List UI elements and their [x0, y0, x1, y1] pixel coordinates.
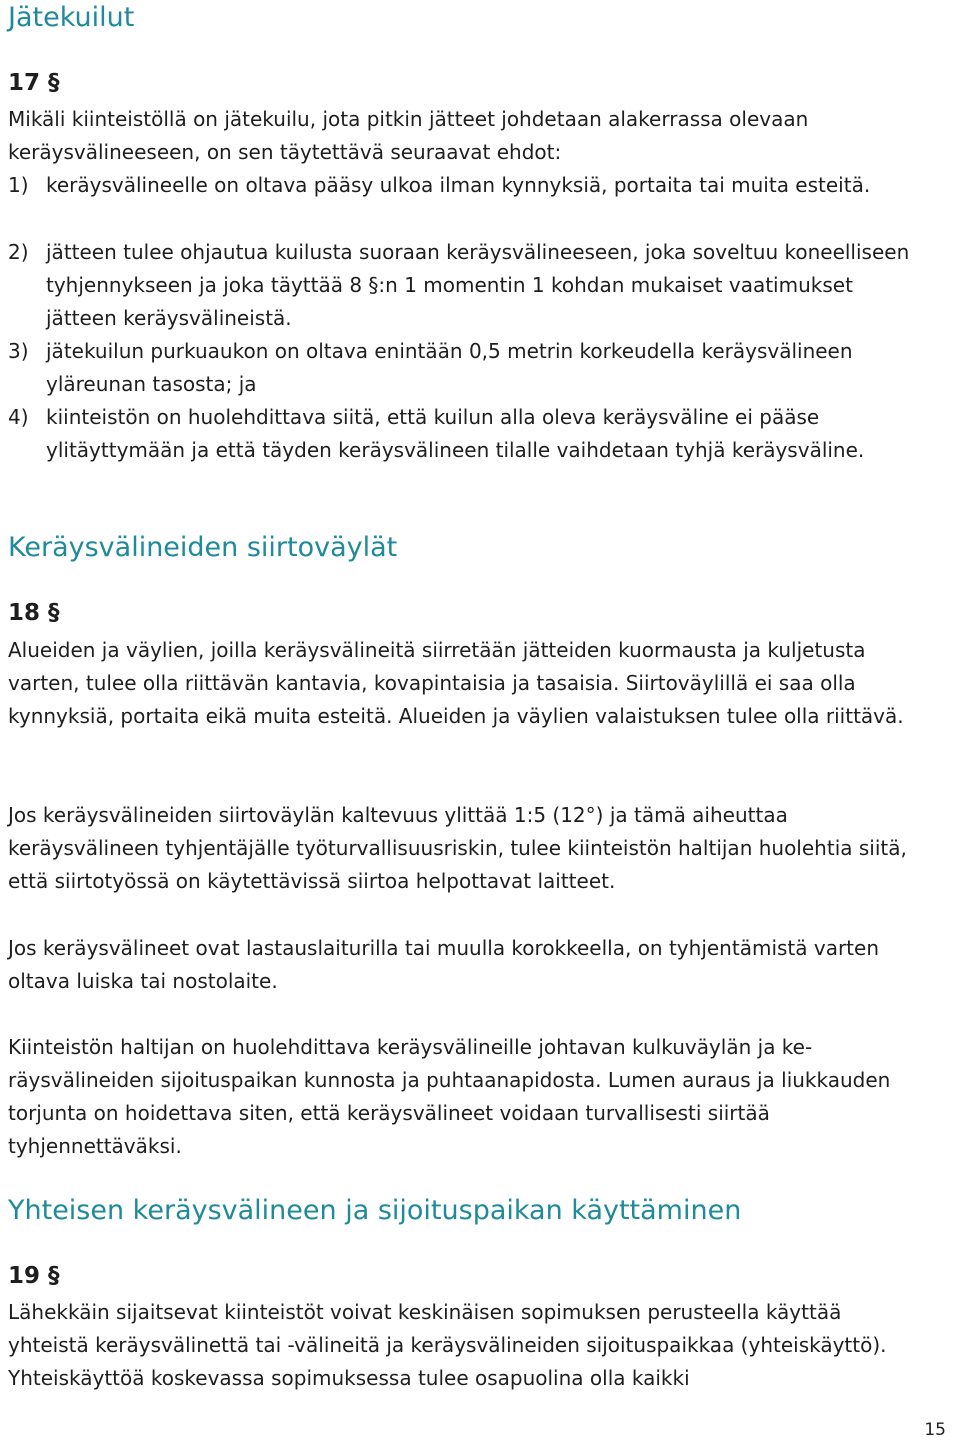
- section-number-17: 17 §: [8, 70, 60, 96]
- section-number-18: 18 §: [8, 600, 60, 626]
- section-heading-yhteiskaytto: Yhteisen keräysvälineen ja sijoituspaikan käyttäminen: [8, 1195, 742, 1226]
- list-item-text: kiinteistön on huolehdittava siitä, että kuilun alla oleva keräysväline ei pääse ylitäyttymään ja että täyden keräysvälineen tilalle vaihdetaan tyhjä keräysväline.: [46, 405, 865, 462]
- list-item-number: 3): [8, 339, 29, 363]
- list-item-3: [8, 335, 912, 401]
- list-item-4: [8, 401, 912, 467]
- paragraph-18-2: Jos keräysvälineiden siirtoväylän kaltevuus ylittää 1:5 (12°) ja tämä aiheuttaa keräysvälineen tyhjentäjälle työturvallisuusriskin, tulee kiinteistön haltijan huolehtia siitä, että siirtotyössä on käytettävissä siirtoa helpottavat laitteet.: [8, 803, 907, 893]
- list-item-text: jätteen tulee ohjautua kuilusta suoraan keräysvälineeseen, joka soveltuu koneelliseen tyhjennykseen ja joka täyttää 8 §:n 1 momentin 1 kohdan mukaiset vaatimukset jätteen keräysvälineistä.: [46, 240, 910, 330]
- list-item-1: [8, 169, 912, 202]
- list-item-number: 2): [8, 240, 29, 264]
- list-item-number: 1): [8, 173, 29, 197]
- section-heading-siirtovaylat: Keräysvälineiden siirtoväylät: [8, 532, 398, 563]
- section-heading-jatekuilut: Jätekuilut: [8, 2, 135, 33]
- list-item-2: [8, 236, 912, 335]
- paragraph-19-1: Lähekkäin sijaitsevat kiinteistöt voivat keskinäisen sopimuksen perusteella käyttää yhteistä keräysvälinettä tai -välineitä ja keräysvälineiden sijoituspaikkaa (yhteiskäyttö). Yhteiskäyttöä koskevassa sopimuksessa tulee osapuolina olla kaikki: [8, 1300, 887, 1390]
- page-number: 15: [924, 1420, 946, 1440]
- paragraph-17-intro: Mikäli kiinteistöllä on jätekuilu, jota pitkin jätteet johdetaan alakerrassa olevaan keräysvälineeseen, on sen täytettävä seuraavat ehdot:: [8, 107, 809, 164]
- paragraph-18-4: Kiinteistön haltijan on huolehdittava keräysvälineille johtavan kulkuväylän ja keräysvälineiden sijoituspaikan kunnosta ja puhtaanapidosta. Lumen auraus ja liukkauden torjunta on hoidettava siten, että keräysvälineet voidaan turvallisesti siirtää tyhjennettäväksi.: [8, 1035, 891, 1158]
- list-item-text: keräysvälineelle on oltava pääsy ulkoa ilman kynnyksiä, portaita tai muita esteitä.: [46, 173, 871, 197]
- list-item-number: 4): [8, 405, 29, 429]
- paragraph-18-3: Jos keräysvälineet ovat lastauslaiturilla tai muulla korokkeella, on tyhjentämistä varten oltava luiska tai nostolaite.: [8, 936, 880, 993]
- section-number-19: 19 §: [8, 1263, 60, 1289]
- paragraph-18-1: Alueiden ja väylien, joilla keräysvälineitä siirretään jätteiden kuormausta ja kuljetusta varten, tulee olla riittävän kantavia, kovapintaisia ja tasaisia. Siirtoväylillä ei saa olla kynnyksiä, portaita eikä muita esteitä. Alueiden ja väylien valaistuksen tulee olla riittävä.: [8, 638, 904, 728]
- list-item-text: jätekuilun purkuaukon on oltava enintään 0,5 metrin korkeudella keräysvälineen yläreunan tasosta; ja: [46, 339, 853, 396]
